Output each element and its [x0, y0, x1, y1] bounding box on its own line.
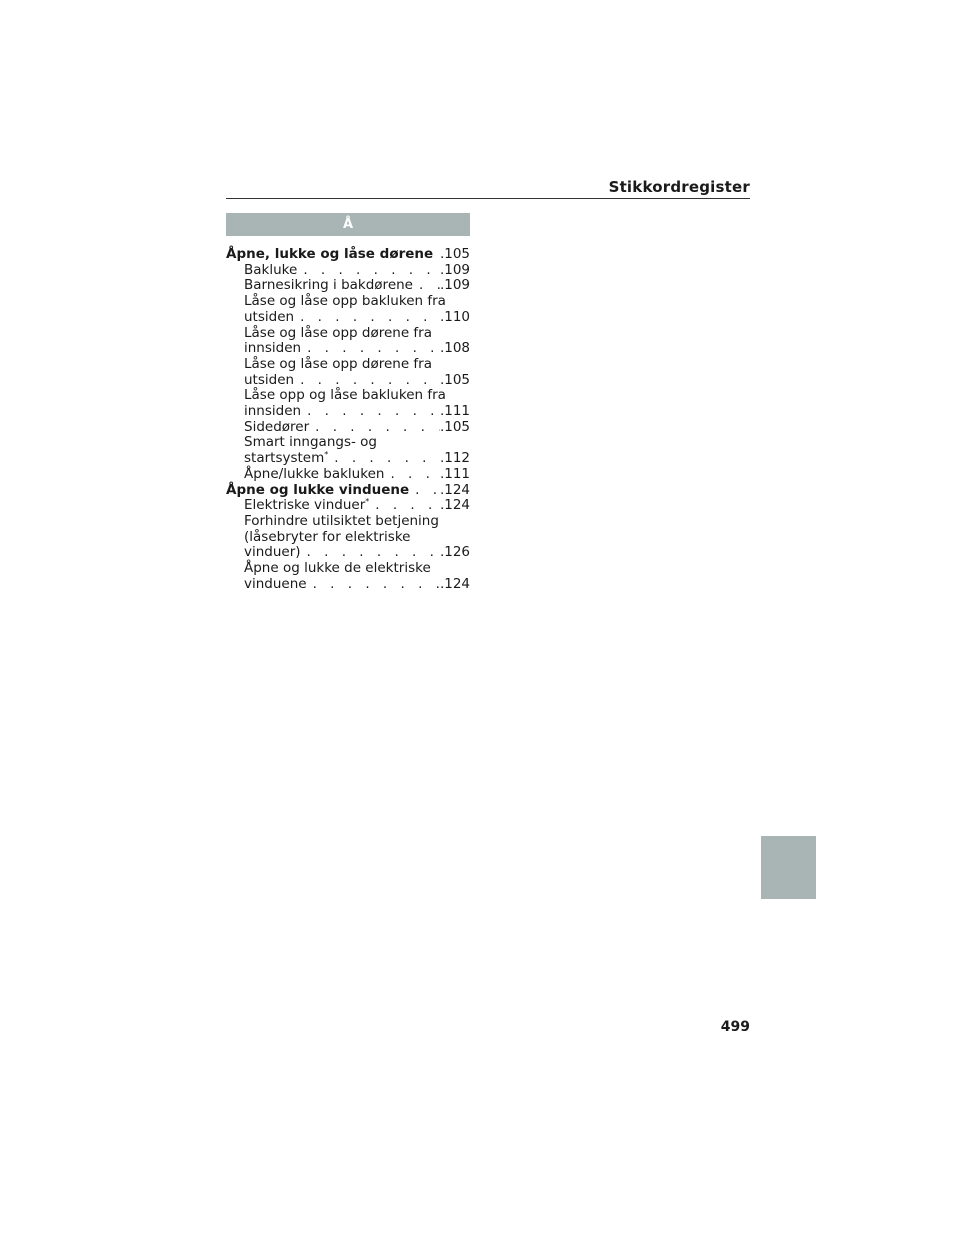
- leader-dots: [301, 404, 440, 420]
- index-entry-line: (låsebryter for elektriske: [244, 528, 411, 545]
- index-entry-sub: innsiden . . . .111: [226, 404, 470, 420]
- leader-dots: [309, 420, 440, 436]
- index-entry-sub: vinduene . . . .124: [226, 577, 470, 593]
- page-ref: .124: [439, 481, 470, 498]
- index-entry-sub: innsiden . . . .108: [226, 341, 470, 357]
- page-ref: .124: [439, 575, 470, 592]
- index-entry-sub: Sidedører . . . .105: [226, 420, 470, 436]
- leader-dots: [301, 545, 440, 561]
- index-entry-sub: Barnesikring i bakdørene . . . .109: [226, 278, 470, 294]
- page-ref: .124: [439, 497, 470, 514]
- page-ref: .108: [439, 340, 470, 357]
- running-header-title: Stikkordregister: [608, 178, 750, 196]
- page-number: 499: [720, 1019, 750, 1035]
- index-entry-sub: utsiden . . . .105: [226, 373, 470, 389]
- index-entry-sub: Elektriske vinduer* . . . .124: [226, 498, 470, 514]
- page-ref: .105: [439, 246, 470, 262]
- index-entry-line: Smart inngangs- og: [244, 434, 377, 451]
- leader-dots: [297, 263, 440, 279]
- leader-dots: [413, 278, 440, 294]
- page-ref: .111: [439, 403, 470, 420]
- index-entry-main: Åpne og lukke vinduene . . . .124: [226, 483, 470, 499]
- page-ref: .126: [439, 544, 470, 561]
- index-entry-sub: Åpne/lukke bakluken . . . .111: [226, 467, 470, 483]
- index-letter-bar: Å: [226, 213, 470, 236]
- section-thumb-tab: [761, 836, 816, 899]
- leader-dots: [328, 451, 440, 467]
- index-list: [226, 247, 470, 592]
- leader-dots: [301, 341, 440, 357]
- leader-dots: [369, 498, 440, 514]
- index-entry-line: Låse og låse opp bakluken fra: [244, 293, 446, 310]
- index-entry-sub: Bakluke . . . .109: [226, 263, 470, 279]
- page-ref: .109: [439, 261, 470, 278]
- page-ref: .105: [439, 418, 470, 435]
- index-entry-sub: startsystem* . . . .112: [226, 451, 470, 467]
- index-entry-line: Låse og låse opp dørene fra: [244, 355, 433, 372]
- leader-dots: [384, 467, 439, 483]
- page-ref: .112: [439, 450, 470, 467]
- index-entry-line: Låse opp og låse bakluken fra: [244, 387, 446, 404]
- footnote-asterisk: *: [324, 450, 329, 460]
- page-ref: .111: [439, 465, 470, 482]
- index-entry-sub: utsiden . . . .110: [226, 310, 470, 326]
- page-ref: .110: [439, 308, 470, 325]
- leader-dots: [409, 483, 440, 499]
- page-ref: .105: [439, 371, 470, 388]
- leader-dots: [294, 373, 440, 389]
- leader-dots: [433, 247, 440, 263]
- index-entry-main: Åpne, lukke og låse dørene . . . .105: [226, 247, 470, 263]
- index-entry-line: Forhindre utilsiktet betjening: [244, 512, 439, 529]
- header-rule: [226, 198, 750, 199]
- index-entry-line: Låse og låse opp dørene fra: [244, 324, 433, 341]
- leader-dots: [307, 577, 440, 593]
- index-entry-sub: vinduer) . . . .126: [226, 545, 470, 561]
- leader-dots: [294, 310, 440, 326]
- index-entry-line: Åpne og lukke de elektriske: [244, 560, 431, 577]
- page-ref: .109: [439, 277, 470, 294]
- footnote-asterisk: *: [365, 497, 370, 507]
